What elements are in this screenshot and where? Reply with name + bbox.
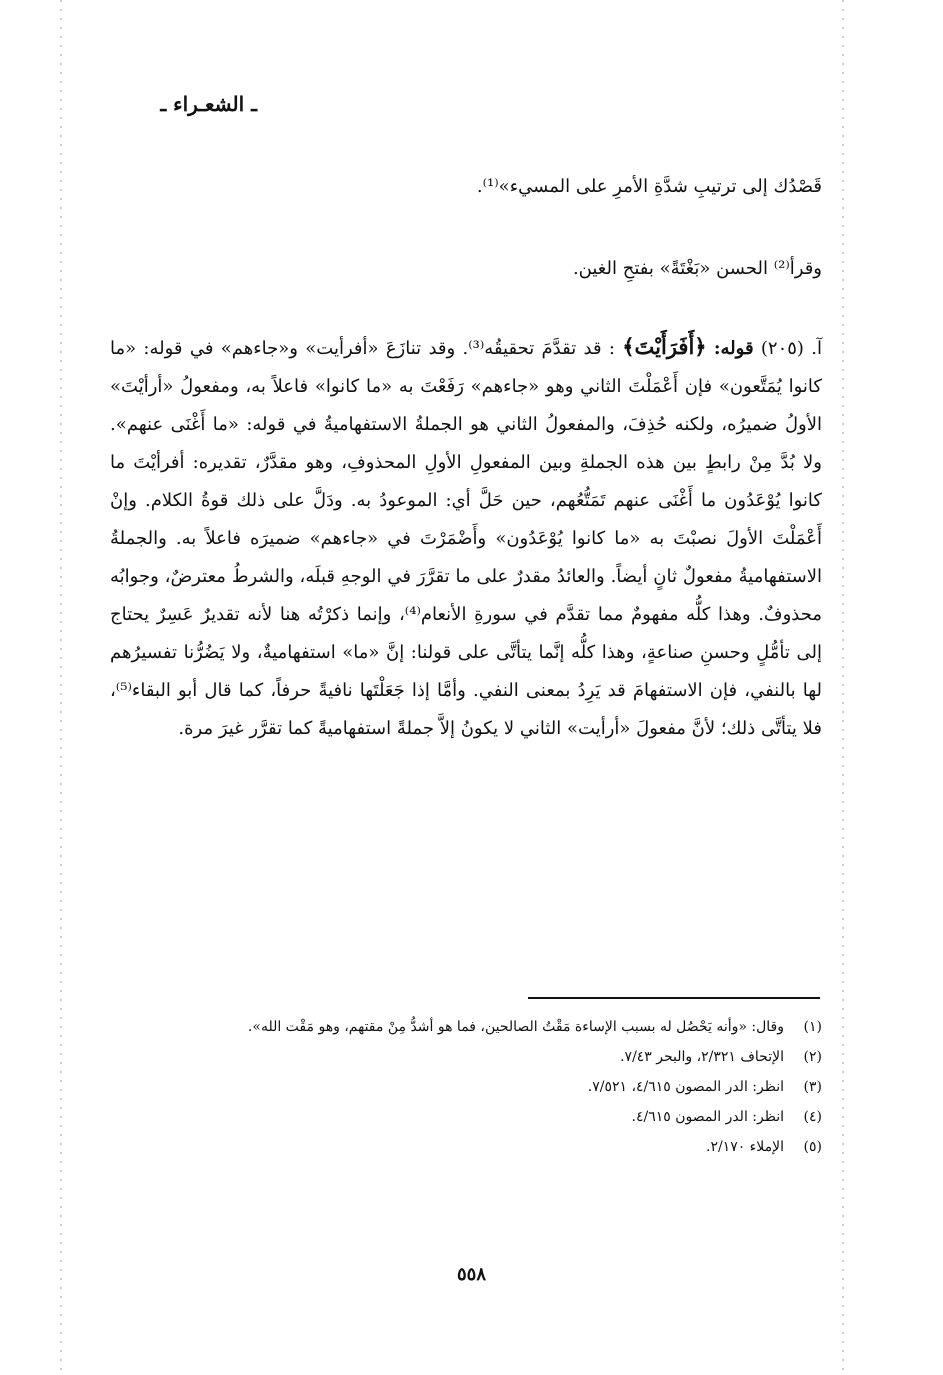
footnote — [110, 1072, 822, 1102]
footnote-number: (٥) — [803, 1139, 822, 1155]
footnote-number: (٢) — [803, 1049, 822, 1065]
paragraph-1: قَصْدُك إلى ترتيبِ شدَّةِ الأمرِ على المسيء»⁽¹⁾. — [476, 176, 822, 197]
paragraph-2: وقرأ⁽²⁾ الحسن «بَغْتَةً» بفتحِ الغين. — [572, 258, 822, 279]
footnote — [110, 1102, 822, 1132]
running-header-surah-name: ـ الشعـراء ـ — [160, 92, 257, 116]
footnote — [110, 1132, 822, 1162]
footnote-text: وقال: «وأنه يَحْصُل له بسبب الإساءة مَقْتُ الصالحين، فما هو أشدُّ مِنْ مقتهم، وهو مَقْت الله». — [247, 1019, 784, 1035]
footnote-text: الإتحاف ٢/٣٢١، والبحر ٧/٤٣. — [620, 1049, 784, 1065]
paragraph-3 — [110, 328, 822, 748]
footnotes — [110, 1012, 822, 1162]
footnote-separator — [528, 997, 820, 999]
page-number: ٥٥٨ — [456, 1264, 486, 1285]
paragraph-3-text: : قد تقدَّمَ تحقيقُه⁽³⁾. وقد تنازَعَ «أفرأيت» و«جاءهم» في قوله: «ما كانوا يُمَتَّعون» فإن أَعْمَلْتَ الثاني وهو «جاءهم» رَفَعْتَ به «ما كانوا» فاعلاً به، ومفعولُ «أرأيْتَ» الأولُ ضميرُه، ولكنه حُذِفَ، والمفعولُ الثاني هو الجملةُ الاستفهاميةُ في قوله: «ما أَغْنَى عنهم». ولا بُدَّ مِنْ رابطٍ بين هذه الجملةِ وبين المفعولِ الأولِ المحذوفِ، وهو مقدَّرٌ، تقديره: أفرأيْتَ ما كانوا يُوْعَدُون ما أَغْنَى عنهم تَمَتُّعُهم، حين حَلَّ أي: الموعودُ به. ودَلَّ على ذلك قوةُ الكلام. وإنْ أَعْمَلْتَ الأولَ نصبْتَ به «ما كانوا يُوْعَدُون» وأَضْمَرْتَ في «جاءهم» ضميرَه فاعلاً به. والجملةُ الاستفهاميةُ مفعولٌ ثانٍ أيضاً. والعائدُ مقدرٌ على ما تقرَّرَ في الوجهِ قبلَه، والشرطُ معترضٌ، وجوابُه محذوفٌ. وهذا كلُّه مفهومٌ مما تقدَّم في سورةِ الأنعام⁽⁴⁾، وإنما ذكرْتُه هنا لأنه تقديرٌ عَسِرٌ يحتاج إلى تأمُّلٍ وحسنِ صناعةٍ، وهذا كلُّه إنَّما يتأتَّى على قولنا: إنَّ «ما» استفهاميةٌ، ولا يَضُرُّنا تفسيرُهم لها بالنفي، فإن الاستفهامَ قد يَرِدُ بمعنى النفي. وأمَّا إذا جَعَلْتَها نافيةً حرفاً، كما قال أبو البقاء⁽⁵⁾، فلا يتأتَّى ذلك؛ لأنَّ مفعولَ «أرأيت» الثاني لا يكونُ إلاَّ جملةً استفهاميةً كما تقرَّر غيرَ مرة. — [110, 338, 822, 739]
footnote — [110, 1042, 822, 1072]
footnote-number: (١) — [803, 1019, 822, 1035]
footnote-text: انظر: الدر المصون ٤/٦١٥، ٧/٥٢١. — [587, 1079, 784, 1095]
right-margin-dotted-guide — [842, 0, 844, 1375]
left-margin-dotted-guide — [60, 0, 62, 1375]
verse-number: آ. (٢٠٥) — [760, 338, 822, 359]
footnote-number: (٤) — [803, 1109, 822, 1125]
footnote-text: انظر: الدر المصون ٤/٦١٥. — [631, 1109, 784, 1125]
qawluh-label: قوله: — [713, 338, 754, 359]
footnote — [110, 1012, 822, 1042]
footnote-number: (٣) — [803, 1079, 822, 1095]
quran-verse: ﴿أَفَرَأَيْتَ﴾ — [622, 334, 707, 359]
footnote-text: الإملاء ٢/١٧٠. — [705, 1139, 784, 1155]
